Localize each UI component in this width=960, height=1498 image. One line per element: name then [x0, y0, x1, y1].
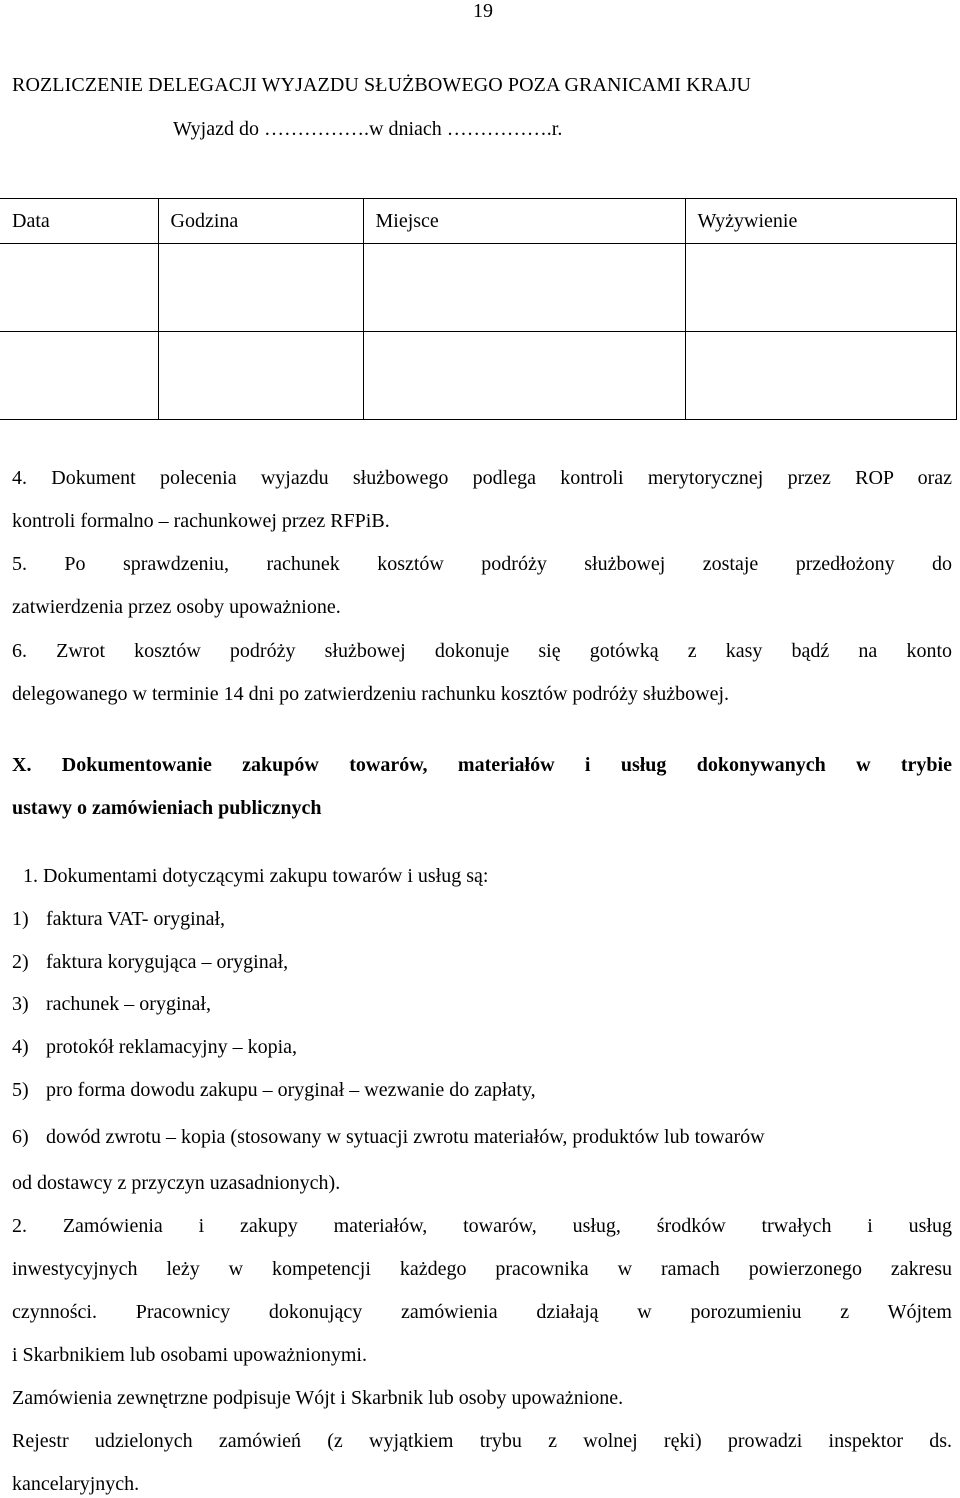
list-item — [12, 993, 211, 1016]
trip-days-label: w dniach — [369, 118, 442, 140]
register-note-line-2: kancelaryjnych. — [12, 1473, 140, 1495]
column-header-meals: Wyżywienie — [685, 199, 956, 244]
paragraph-5-line-2: zatwierdzenia przez osoby upoważnione. — [12, 596, 341, 618]
paragraph-2-line-1: 2. Zamówienia i zakupy materiałów, towarów, usług, środków trwałych i usług — [12, 1215, 952, 1237]
table-cell[interactable] — [0, 244, 158, 332]
paragraph-2-line-4: i Skarbnikiem lub osobami upoważnionymi. — [12, 1344, 367, 1366]
page-title: ROZLICZENIE DELEGACJI WYJAZDU SŁUŻBOWEGO POZA GRANICAMI KRAJU — [12, 74, 752, 96]
delegation-table — [0, 198, 957, 420]
list-item-continuation: od dostawcy z przyczyn uzasadnionych). — [12, 1172, 341, 1194]
list-item-text: pro forma dowodu zakupu – oryginał – wezwanie do zapłaty, — [46, 1079, 536, 1101]
trip-subtitle — [173, 118, 562, 141]
list-item-number: 4) — [12, 1036, 29, 1058]
column-header-date: Data — [0, 199, 158, 244]
page-number: 19 — [473, 0, 493, 22]
paragraph-4-line-1: 4. Dokument polecenia wyjazdu służbowego podlega kontroli merytorycznej przez ROP oraz — [12, 467, 952, 489]
list-item-text: dowód zwrotu – kopia (stosowany w sytuacji zwrotu materiałów, produktów lub towarów — [46, 1126, 765, 1148]
list-item-number: 3) — [12, 993, 29, 1015]
column-header-time: Godzina — [158, 199, 363, 244]
orders-signature-note: Zamówienia zewnętrzne podpisuje Wójt i Skarbnik lub osoby upoważnione. — [12, 1387, 624, 1409]
table-cell[interactable] — [685, 244, 956, 332]
list-item — [12, 908, 225, 931]
list-item-text: faktura VAT- oryginał, — [46, 908, 226, 930]
list-item-text: rachunek – oryginał, — [46, 993, 211, 1015]
trip-destination-label: Wyjazd do — [173, 118, 259, 140]
trip-days-dots: …………… — [446, 118, 547, 140]
list-item-text: protokół reklamacyjny – kopia, — [46, 1036, 298, 1058]
list-item — [12, 1079, 536, 1102]
table-cell[interactable] — [363, 244, 685, 332]
list-item-number: 6) — [12, 1126, 29, 1148]
table-row — [0, 244, 956, 332]
trip-destination-dots: ……………. — [264, 118, 369, 140]
list-item-number: 1) — [12, 908, 29, 930]
list-item — [12, 1036, 297, 1059]
table-cell[interactable] — [685, 332, 956, 420]
table-cell[interactable] — [158, 332, 363, 420]
documents-intro: 1. Dokumentami dotyczącymi zakupu towarów i usług są: — [23, 865, 489, 887]
section-heading-line-1: X. Dokumentowanie zakupów towarów, materiałów i usług dokonywanych w trybie — [12, 754, 952, 776]
trip-year-suffix: .r. — [546, 118, 563, 140]
table-cell[interactable] — [363, 332, 685, 420]
paragraph-4-line-2: kontroli formalno – rachunkowej przez RFPiB. — [12, 510, 390, 532]
paragraph-6-line-2: delegowanego w terminie 14 dni po zatwierdzeniu rachunku kosztów podróży służbowej. — [12, 683, 730, 705]
table-cell[interactable] — [158, 244, 363, 332]
table-cell[interactable] — [0, 332, 158, 420]
column-header-place: Miejsce — [363, 199, 685, 244]
table-header-row — [0, 199, 956, 244]
section-heading-line-2: ustawy o zamówieniach publicznych — [12, 797, 322, 819]
register-note-line-1: Rejestr udzielonych zamówień (z wyjątkiem trybu z wolnej ręki) prowadzi inspektor ds. — [12, 1430, 952, 1452]
paragraph-5-line-1: 5. Po sprawdzeniu, rachunek kosztów podróży służbowej zostaje przedłożony do — [12, 553, 952, 575]
list-item-number: 5) — [12, 1079, 29, 1101]
paragraph-6-line-1: 6. Zwrot kosztów podróży służbowej dokonuje się gotówką z kasy bądź na konto — [12, 640, 952, 662]
list-item — [12, 1126, 765, 1149]
list-item-text: faktura korygująca – oryginał, — [46, 951, 289, 973]
list-item — [12, 951, 288, 974]
paragraph-2-line-3: czynności. Pracownicy dokonujący zamówienia działają w porozumieniu z Wójtem — [12, 1301, 952, 1323]
table-row — [0, 332, 956, 420]
list-item-number: 2) — [12, 951, 29, 973]
paragraph-2-line-2: inwestycyjnych leży w kompetencji każdego pracownika w ramach powierzonego zakresu — [12, 1258, 952, 1280]
